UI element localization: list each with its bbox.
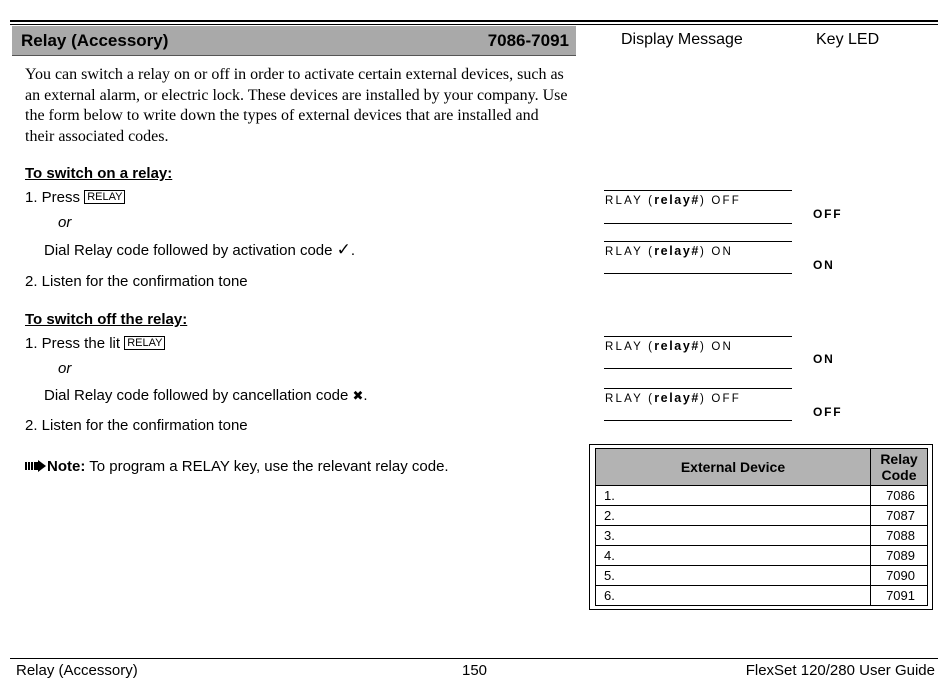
- page-number: 150: [462, 662, 488, 679]
- display-line: [604, 336, 792, 337]
- section-title: Relay (Accessory): [21, 31, 169, 50]
- switch-off-dial: [44, 387, 368, 404]
- key-led-status: OFF: [813, 207, 843, 221]
- key-led-status: ON: [813, 258, 835, 272]
- note-arrow-icon: [25, 460, 47, 472]
- key-led-status: OFF: [813, 405, 843, 419]
- note-label: Note:: [47, 458, 86, 475]
- switch-off-or: or: [58, 360, 72, 377]
- table-row: 4. 7089: [596, 546, 928, 566]
- footer-rule: [10, 658, 938, 659]
- relay-key-icon: RELAY: [124, 336, 165, 350]
- switch-off-heading: To switch off the relay:: [25, 311, 188, 328]
- table-row: 1. 7086: [596, 486, 928, 506]
- key-led-status: ON: [813, 352, 835, 366]
- switch-off-step1: [25, 335, 165, 352]
- display-message: RLAY (relay#) OFF: [605, 391, 741, 405]
- cross-icon: ✖: [352, 388, 364, 403]
- display-message: RLAY (relay#) ON: [605, 244, 734, 258]
- dial-text: Dial Relay code followed by activation code: [44, 242, 333, 259]
- table-row: 6. 7091: [596, 586, 928, 606]
- footer-guide-title: FlexSet 120/280 User Guide: [745, 662, 935, 679]
- relay-key-icon: RELAY: [84, 190, 125, 204]
- table-row: 5. 7090: [596, 566, 928, 586]
- table-row: 3. 7088: [596, 526, 928, 546]
- dial-end: .: [363, 387, 368, 404]
- device-table: [595, 448, 928, 606]
- display-message: RLAY (relay#) OFF: [605, 193, 741, 207]
- intro-paragraph: You can switch a relay on or off in order to activate certain external devices, such as an external alarm, or electric lock. These devices are installed by your company. Use the form below to write down the types of external devices that are installed and their associated codes.: [25, 66, 568, 145]
- display-message: RLAY (relay#) ON: [605, 339, 734, 353]
- table-row: 2. 7087: [596, 506, 928, 526]
- dial-end: .: [350, 242, 356, 259]
- section-codes: 7086-7091: [487, 31, 569, 50]
- step-text: 1. Press: [25, 189, 81, 206]
- switch-off-step2: 2. Listen for the confirmation tone: [25, 417, 248, 434]
- col-external-device: External Device: [596, 449, 871, 486]
- column-header-display: Display Message: [621, 31, 743, 48]
- footer-section: Relay (Accessory): [16, 662, 138, 679]
- top-rule-thin: [10, 24, 938, 25]
- col-relay-code: Relay Code: [871, 449, 928, 486]
- display-line: [604, 420, 792, 421]
- checkmark-icon: ✓: [336, 240, 351, 259]
- display-line: [604, 241, 792, 242]
- switch-on-or: or: [58, 214, 72, 231]
- top-rule: [10, 20, 938, 22]
- display-line: [604, 388, 792, 389]
- switch-on-dial: [44, 240, 355, 260]
- note-text: To program a RELAY key, use the relevant relay code.: [85, 458, 449, 475]
- display-line: [604, 223, 792, 224]
- dial-text: Dial Relay code followed by cancellation code: [44, 387, 349, 404]
- display-line: [604, 190, 792, 191]
- section-header-bar: [12, 26, 576, 56]
- step-text: 1. Press the lit: [25, 335, 121, 352]
- switch-on-step1: [25, 189, 125, 206]
- switch-on-heading: To switch on a relay:: [25, 165, 173, 182]
- note: [25, 458, 449, 475]
- display-line: [604, 273, 792, 274]
- switch-on-step2: 2. Listen for the confirmation tone: [25, 273, 248, 290]
- column-header-led: Key LED: [816, 31, 880, 48]
- display-line: [604, 368, 792, 369]
